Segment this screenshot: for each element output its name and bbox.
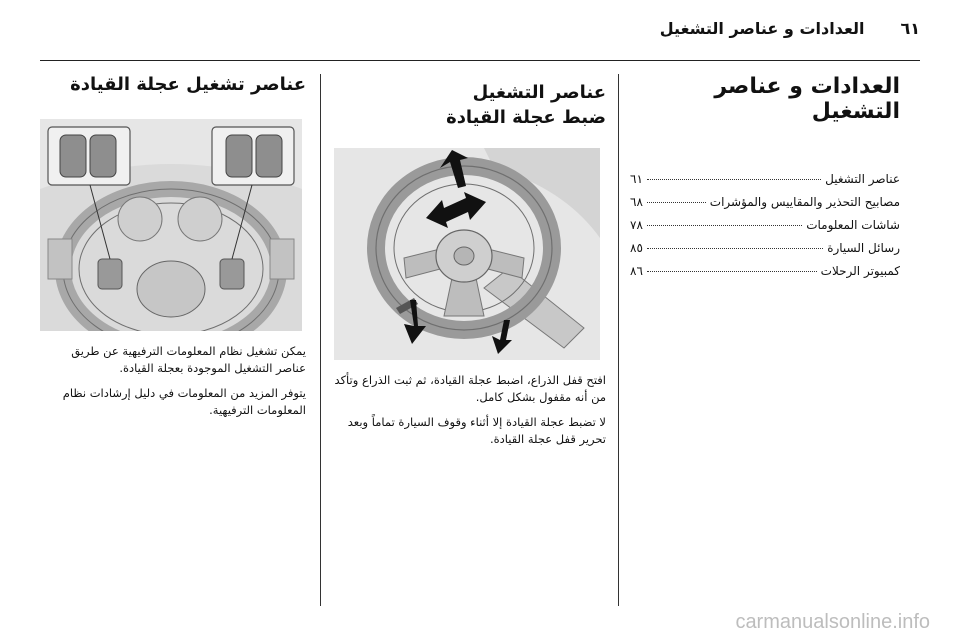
toc-leader-dots (647, 248, 823, 249)
toc-entry-page: ٦٨ (630, 195, 643, 209)
chapter-title: العدادات و عناصر التشغيل (659, 18, 865, 38)
toc-leader-dots (647, 179, 821, 180)
toc-entry-label: مصابيح التحذير والمقاييس والمؤشرات (709, 195, 900, 209)
steering-controls-text: يمكن تشغيل نظام المعلومات الترفيهية عن طريق عناصر التشغيل الموجودة بعجلة القيادة. (71, 344, 306, 375)
toc-entry-label: كمبيوتر الرحلات (820, 264, 900, 278)
toc-entry-page: ٧٨ (630, 218, 643, 232)
toc-entry[interactable] (630, 172, 900, 195)
steering-controls-column (40, 70, 306, 419)
toc-entry-page: ٨٥ (630, 241, 643, 255)
section-heading: عناصر تشغيل عجلة القيادة (70, 74, 306, 95)
steering-adjust-illustration (334, 148, 600, 360)
section-heading: عناصر التشغيل (472, 82, 606, 103)
page-header (40, 14, 920, 42)
toc-leader-dots (647, 202, 706, 203)
toc-entry-label: رسائل السيارة (827, 241, 900, 255)
steering-controls-note: يتوفر المزيد من المعلومات في دليل إرشادات نظام المعلومات الترفيهية. (62, 386, 306, 417)
table-of-contents (630, 172, 900, 287)
steering-adjust-text: افتح قفل الذراع، اضبط عجلة القيادة، ثم ثبت الذراع وتأكد من أنه مقفول بشكل كامل. (334, 373, 606, 404)
chapter-heading: العدادات و عناصر التشغيل (714, 74, 900, 124)
toc-entry-page: ٦١ (630, 172, 643, 186)
toc-entry-page: ٨٦ (630, 264, 643, 278)
toc-entry-label: عناصر التشغيل (825, 172, 900, 186)
toc-entry[interactable] (630, 241, 900, 264)
toc-entry[interactable] (630, 195, 900, 218)
page-number: ٦١ (900, 18, 920, 38)
chapter-contents-column (630, 70, 900, 287)
column-divider-left (320, 74, 321, 606)
toc-entry[interactable] (630, 264, 900, 287)
toc-leader-dots (647, 271, 817, 272)
steering-controls-illustration (40, 119, 302, 331)
steering-wheel-drawing (334, 148, 600, 360)
header-divider (40, 60, 920, 61)
watermark: carmanualsonline.info (735, 611, 930, 633)
column-divider-right (618, 74, 619, 606)
steering-adjust-column (334, 70, 606, 448)
steering-adjust-warning: لا تضبط عجلة القيادة إلا أثناء وقوف السيارة تماماً وبعد تحرير قفل عجلة القيادة. (347, 415, 606, 446)
toc-entry-label: شاشات المعلومات (806, 218, 900, 232)
toc-leader-dots (647, 225, 802, 226)
steering-controls-drawing (40, 119, 302, 331)
toc-entry[interactable] (630, 218, 900, 241)
subsection-heading: ضبط عجلة القيادة (446, 107, 606, 128)
